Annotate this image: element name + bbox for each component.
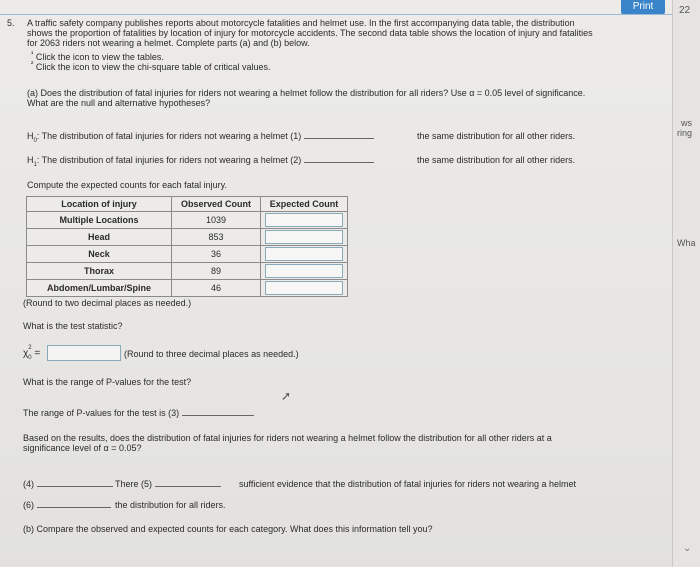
blank-6-label: (6) bbox=[23, 500, 34, 510]
h0-line bbox=[27, 131, 374, 147]
expected-cell bbox=[261, 212, 348, 229]
table-row bbox=[27, 263, 348, 280]
pvalue-dropdown[interactable] bbox=[182, 415, 254, 416]
side-text-1: ws bbox=[681, 118, 692, 128]
row-observed: 89 bbox=[172, 263, 261, 280]
expected-cell bbox=[261, 246, 348, 263]
table-row bbox=[27, 246, 348, 263]
mouse-cursor-icon: ➚ bbox=[281, 389, 292, 403]
dropdown-5[interactable] bbox=[155, 486, 221, 487]
chi-table-link-text[interactable]: Click the icon to view the chi-square table of critical values. bbox=[35, 62, 271, 72]
conclusion-line-1: Based on the results, does the distribution of fatal injuries for riders not wearing a helmet follow the distribution for all other riders at a bbox=[23, 433, 552, 443]
distribution-text: the distribution for all riders. bbox=[115, 500, 226, 510]
h1-dropdown[interactable] bbox=[304, 162, 374, 163]
h1-tail: the same distribution for all other riders. bbox=[417, 155, 576, 165]
intro-line-2: shows the proportion of fatalities by location of injury for motorcycle accidents. The second data table shows the location of injury and fatalities bbox=[27, 28, 593, 38]
chi-subscript: 0 bbox=[28, 355, 32, 361]
part-a-question-1: (a) Does the distribution of fatal injuries for riders not wearing a helmet follow the distribution for all riders? Use α = 0.05 level of significance. bbox=[27, 88, 586, 98]
there-label: There (5) bbox=[115, 479, 153, 489]
part-b-question: (b) Compare the observed and expected counts for each category. What does this information tell you? bbox=[23, 524, 433, 534]
answer-line-6 bbox=[23, 500, 111, 511]
h1-subscript: 1 bbox=[33, 161, 37, 168]
header-location: Location of injury bbox=[27, 197, 172, 212]
compute-label: Compute the expected counts for each fatal injury. bbox=[27, 180, 227, 190]
side-number: 22 bbox=[679, 5, 691, 16]
chi-table-link[interactable] bbox=[31, 59, 270, 73]
row-observed: 853 bbox=[172, 229, 261, 246]
table-row bbox=[27, 229, 348, 246]
h0-text: : The distribution of fatal injuries for riders not wearing a helmet (1) bbox=[36, 131, 302, 141]
expected-input[interactable] bbox=[265, 213, 343, 227]
row-observed: 36 bbox=[172, 246, 261, 263]
round-note: (Round to two decimal places as needed.) bbox=[23, 298, 192, 308]
expected-input[interactable] bbox=[265, 230, 343, 244]
table-header-row bbox=[27, 197, 348, 212]
row-observed: 46 bbox=[172, 280, 261, 297]
row-location: Neck bbox=[27, 246, 172, 263]
header-divider bbox=[0, 14, 672, 15]
intro-line-1: A traffic safety company publishes reports about motorcycle fatalities and helmet use. In the first accompanying data table, the distribution bbox=[27, 18, 575, 28]
expected-input[interactable] bbox=[265, 247, 343, 261]
info-icon[interactable]: ¹ bbox=[31, 51, 34, 58]
print-button[interactable]: Print bbox=[621, 0, 665, 14]
tables-link-text[interactable]: Click the icon to view the tables. bbox=[35, 52, 164, 62]
part-a-question-2: What are the null and alternative hypotheses? bbox=[27, 98, 211, 108]
dropdown-6[interactable] bbox=[37, 507, 111, 508]
answer-line-5 bbox=[115, 479, 221, 490]
h1-text: : The distribution of fatal injuries for riders not wearing a helmet (2) bbox=[36, 155, 302, 165]
h0-subscript: 0 bbox=[33, 137, 37, 144]
counts-table bbox=[26, 196, 348, 297]
h0-dropdown[interactable] bbox=[304, 138, 374, 139]
expected-cell bbox=[261, 280, 348, 297]
table-row bbox=[27, 212, 348, 229]
expected-cell bbox=[261, 229, 348, 246]
expected-input[interactable] bbox=[265, 281, 343, 295]
pvalue-text: The range of P-values for the test is (3) bbox=[23, 408, 180, 418]
side-text-3: Wha bbox=[677, 238, 696, 248]
h1-line bbox=[27, 155, 374, 171]
header-observed: Observed Count bbox=[172, 197, 261, 212]
chi-note: (Round to three decimal places as needed.) bbox=[124, 349, 299, 359]
expected-cell bbox=[261, 263, 348, 280]
side-text-2: ring bbox=[677, 128, 693, 138]
chi-superscript: 2 bbox=[28, 345, 32, 351]
h0-tail: the same distribution for all other riders. bbox=[417, 131, 576, 141]
chevron-down-icon[interactable]: ⌄ bbox=[683, 543, 692, 554]
side-panel bbox=[672, 0, 700, 567]
h1-symbol: H bbox=[27, 155, 34, 165]
intro-line-3: for 2063 riders not wearing a helmet. Complete parts (a) and (b) below. bbox=[27, 38, 310, 48]
pvalue-line bbox=[23, 408, 254, 419]
pvalue-question: What is the range of P-values for the test? bbox=[23, 377, 192, 387]
expected-input[interactable] bbox=[265, 264, 343, 278]
conclusion-line-2: significance level of α = 0.05? bbox=[23, 443, 142, 453]
equals-sign: = bbox=[34, 348, 41, 359]
blank-4-label: (4) bbox=[23, 479, 34, 489]
chi-symbol: χ bbox=[23, 348, 29, 359]
row-location: Thorax bbox=[27, 263, 172, 280]
chi-square-label bbox=[23, 345, 41, 364]
table-row bbox=[27, 280, 348, 297]
row-location: Head bbox=[27, 229, 172, 246]
row-observed: 1039 bbox=[172, 212, 261, 229]
chi-square-input[interactable] bbox=[47, 345, 121, 361]
question-number: 5. bbox=[7, 18, 15, 28]
row-location: Multiple Locations bbox=[27, 212, 172, 229]
test-stat-question: What is the test statistic? bbox=[23, 321, 123, 331]
header-expected: Expected Count bbox=[261, 197, 348, 212]
h0-symbol: H bbox=[27, 131, 34, 141]
row-location: Abdomen/Lumbar/Spine bbox=[27, 280, 172, 297]
answer-line-4 bbox=[23, 479, 113, 490]
dropdown-4[interactable] bbox=[37, 486, 113, 487]
info-icon[interactable]: ² bbox=[31, 61, 34, 68]
evidence-text: sufficient evidence that the distribution of fatal injuries for riders not wearing a helmet bbox=[239, 479, 577, 489]
